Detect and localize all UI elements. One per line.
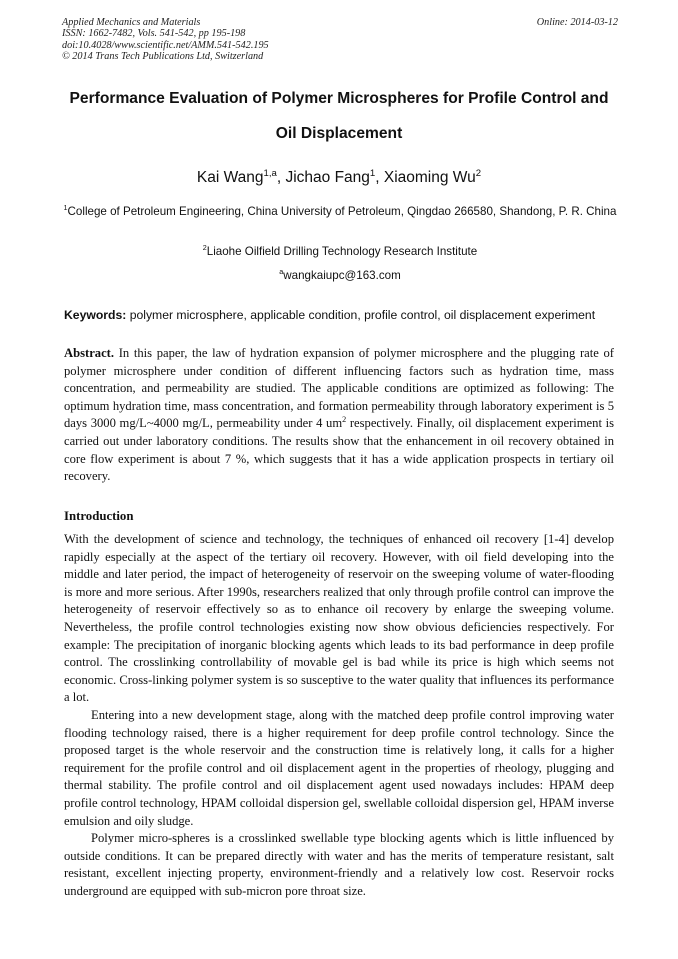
keywords [64,308,624,322]
author-name: Xiaoming Wu [383,169,476,186]
affiliation-2-sup: 2 [202,243,207,253]
affiliation-2 [62,245,618,258]
email-sup: a [279,267,284,277]
author-sup: 2 [475,167,482,179]
paper-title-line-2: Oil Displacement [275,125,403,142]
email-address: wangkaiupc@163.com [283,269,401,282]
online-date: Online: 2014-03-12 [536,17,618,28]
abstract-label: Abstract. [64,346,115,360]
author-email [62,269,618,282]
journal-header [62,17,618,62]
paper-title-line-1: Performance Evaluation of Polymer Microspheres for Profile Control and [69,90,609,107]
affiliation-1-text: College of Petroleum Engineering, China University of Petroleum, Qingdao 266580, Shandong, P. R. China [67,205,617,218]
author-sep: , [375,169,384,186]
author-list [40,169,638,187]
copyright-line: © 2014 Trans Tech Publications Ltd, Switzerland [62,50,264,62]
section-heading-introduction: Introduction [64,509,134,523]
keywords-text: polymer microsphere, applicable condition, profile control, oil displacement experiment [126,308,596,322]
author-sup: 1,a [263,167,277,179]
author-sup: 1 [369,167,376,179]
journal-name: Applied Mechanics and Materials [62,17,201,28]
intro-paragraph-3: Polymer micro-spheres is a crosslinked swellable type blocking agents which is little influenced by outside conditions. It can be prepared directly with water and has the merits of temperature resistant, salt resistant, excellent injecting property, environment-friendly and a relatively low cost. Reservoir rocks underground are equipped with sub-micron pore throat size. [64,831,614,898]
affiliation-2-text: Liaohe Oilfield Drilling Technology Research Institute [206,245,478,258]
affiliation-1 [62,203,618,221]
abstract-text-b: respectively. Finally, oil displacement experiment is carried out under laboratory conditions. The results show that the enhancement in oil recovery obtained in core flow experiment is about 7 %, which suggests that it has a wide application prospects in tertiary oil recovery. [64,416,614,484]
issn-line: ISSN: 1662-7482, Vols. 541-542, pp 195-198 [62,28,246,40]
author-sep: , [276,169,286,186]
keywords-label: Keywords: [64,308,127,322]
doi-line: doi:10.4028/www.scientific.net/AMM.541-542.195 [62,39,269,51]
abstract-superscript: 2 [342,415,347,425]
intro-paragraph-1: With the development of science and technology, the techniques of enhanced oil recovery [1-4] develop rapidly especially at the aspect of the tertiary oil recovery. However, with oil field developing into the middle and later period, the impact of heterogeneity of reservoir on the sweeping volume of water-flooding is more and more serious. After 1990s, researchers realized that only through profile control can improve the heterogeneity of reservoir effectively so as to enhance oil recovery by enlarge the sweeping volume. Nevertheless, the profile control technologies existing now show obvious deficiencies respectively. For example: The precipitation of inorganic blocking agents which leads to its bad performance in deep profile control. The crosslinking controllability of movable gel is bad while its price is high which seems not economic. Cross-linking polymer system is so susceptive to the water quality that influences its performance a lot. [64,532,614,705]
author-name: Kai Wang [196,169,264,186]
intro-paragraph-2: Entering into a new development stage, along with the matched deep profile control improving water flooding technology raised, there is a higher requirement for deep profile control technology. Since the proposed target is the whole reservoir and the construction time is relatively long, it calls for a higher requirement for the profile control and oil displacement agent in the properties of rheology, plugging and thermal stability. The profile control and oil displacement agent used nowadays includes: HPAM deep profile control technology, HPAM colloidal dispersion gel, swellable colloidal dispersion gel, HPAM inverse emulsion and oily sludge. [64,707,614,828]
abstract-paragraph [64,345,614,486]
affiliation-1-sup: 1 [63,203,68,213]
abstract-text-a: In this paper, the law of hydration expansion of polymer microsphere and the plugging rate of polymer microsphere under condition of different influencing factors such as hydration time, mass concentration, and permeability are studied. The applicable conditions are optimized as following: The optimum hydration time, mass concentration, and formation permeability through laboratory experiment is 5 days 3000 mg/L~4000 mg/L, permeability under 4 um [64,346,614,431]
introduction-body [64,531,614,900]
abstract [64,345,614,486]
author-name: Jichao Fang [285,169,370,186]
